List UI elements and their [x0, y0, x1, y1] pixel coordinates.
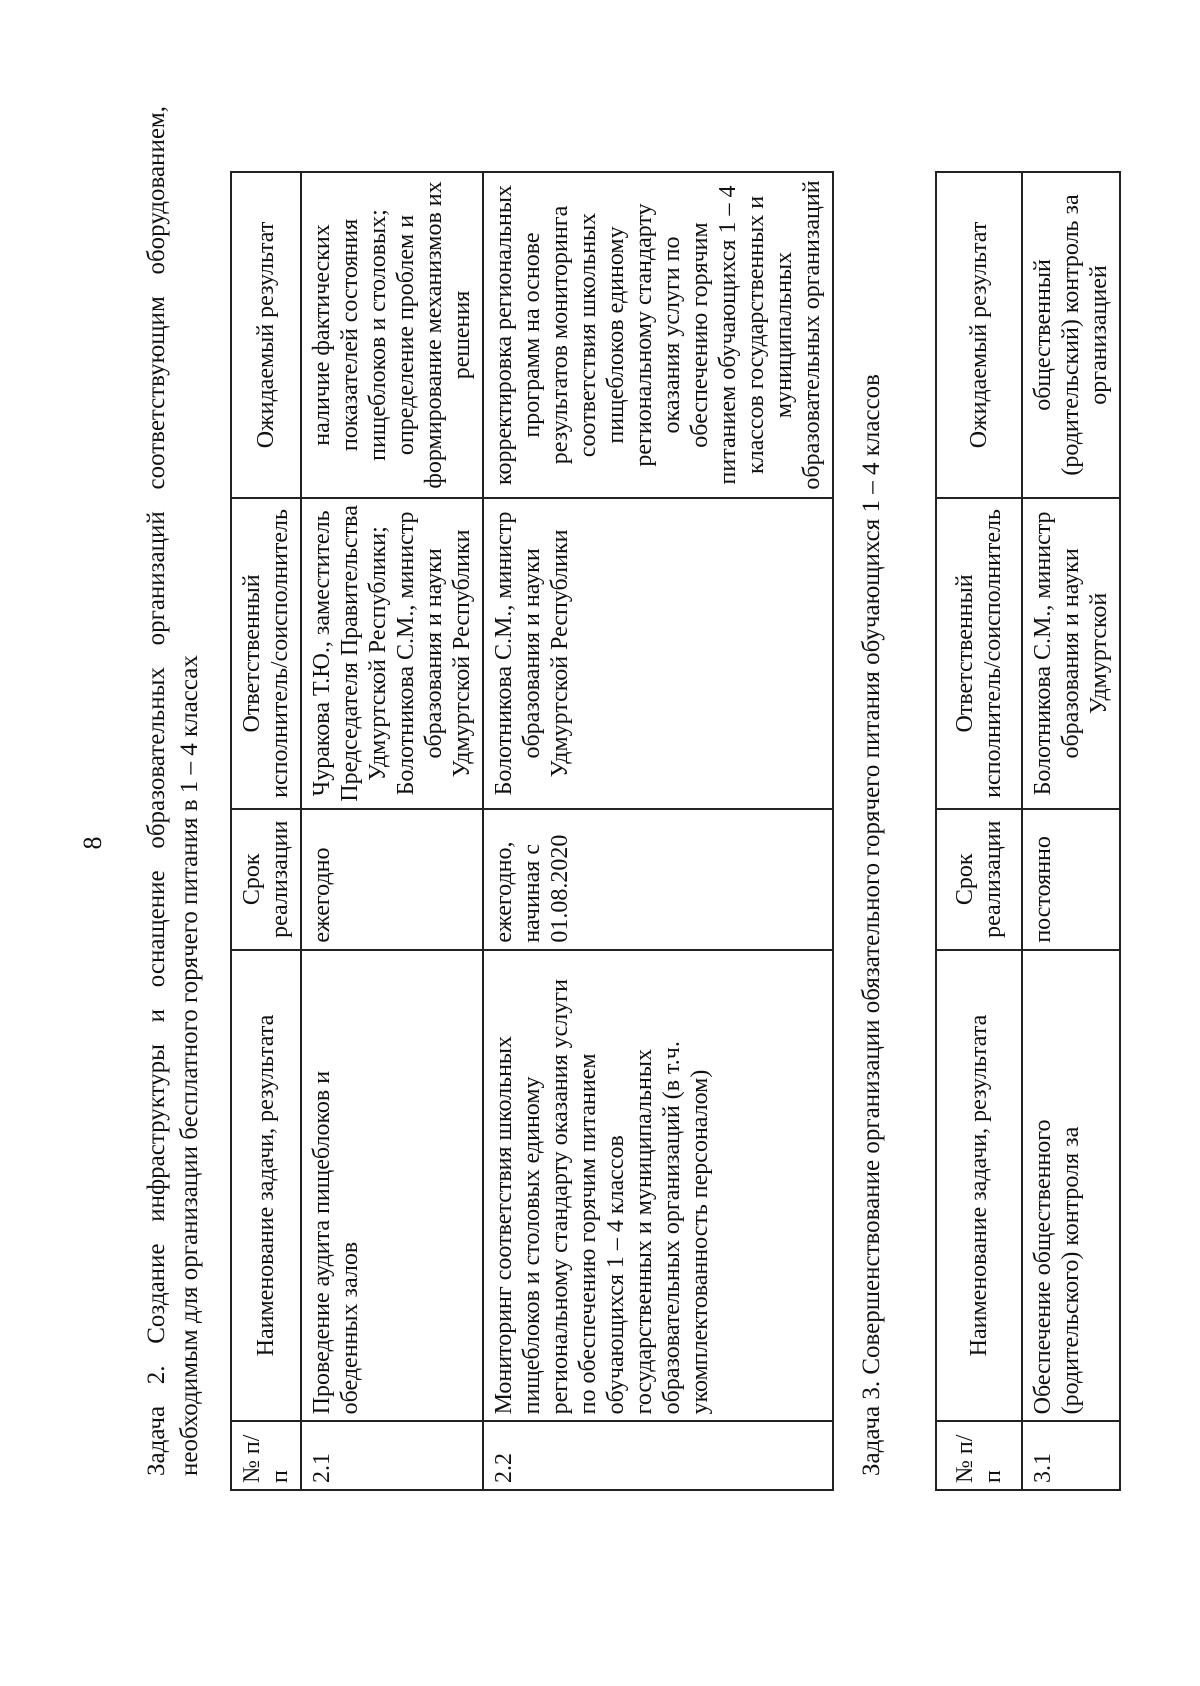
page-number: 8 [78, 836, 107, 850]
row-num: 2.2 [483, 1421, 833, 1490]
row-deadline: ежегодно, начиная с 01.08.2020 [483, 809, 833, 950]
header-result: Ожидаемый результат [936, 172, 1022, 498]
row-name: Обеспечение общественного (родительского) контроля за [1022, 950, 1120, 1422]
row-num: 2.1 [301, 1421, 483, 1490]
row-result: общественный (родительский) контроль за организацией [1022, 172, 1120, 498]
row-responsible: Болотникова С.М., министр образования и науки Удмуртской Республики [483, 498, 833, 809]
table-row [301, 172, 483, 1490]
table-row [1022, 172, 1120, 1490]
task2-heading: Задача 2. Создание инфраструктуры и оснащение образовательных организаций соответствующим оборудованием, необходимым для организации бесплатного горячего питания в 1 – 4 классах [143, 106, 203, 1476]
header-num: № п/п [936, 1421, 1022, 1490]
row-deadline: ежегодно [301, 809, 483, 950]
table-header-row [231, 172, 301, 1490]
row-responsible: Болотникова С.М., министр образования и науки Удмуртской [1022, 498, 1120, 809]
header-result: Ожидаемый результат [231, 172, 301, 498]
row-result: наличие фактических показателей состояния пищеблоков и столовых; определение проблем и формирование механизмов их решения [301, 172, 483, 498]
task3-table [935, 171, 1121, 1491]
task2-table [230, 171, 834, 1491]
header-responsible: Ответственный исполнитель/соисполнитель [231, 498, 301, 809]
table-row [483, 172, 833, 1490]
row-num: 3.1 [1022, 1421, 1120, 1490]
row-deadline: постоянно [1022, 809, 1120, 950]
header-responsible: Ответственный исполнитель/соисполнитель [936, 498, 1022, 809]
header-deadline: Срок реализации [936, 809, 1022, 950]
task3-heading: Задача 3. Совершенствование организации обязательного горячего питания обучающихся 1 – 4 классов [858, 374, 885, 1476]
header-name: Наименование задачи, результата [231, 950, 301, 1422]
row-result: корректировка региональных программ на основе результатов мониторинга соответствия школьных пищеблоков единому региональному стандарту оказания услуги по обеспечению горячим питанием обучающихся 1 – 4 классов государственных и муниципальных образовательных организаций [483, 172, 833, 498]
header-deadline: Срок реализации [231, 809, 301, 950]
header-num: № п/п [231, 1421, 301, 1490]
row-name: Проведение аудита пищеблоков и обеденных залов [301, 950, 483, 1422]
table-header-row [936, 172, 1022, 1490]
header-name: Наименование задачи, результата [936, 950, 1022, 1422]
row-responsible: Чуракова Т.Ю., заместитель Председателя Правительства Удмуртской Республики; Болотникова С.М., министр образования и науки Удмуртской Республики [301, 498, 483, 809]
row-name: Мониторинг соответствия школьных пищеблоков и столовых единому региональному стандарту оказания услуги по обеспечению горячим питанием обучающихся 1 – 4 классов государственных и муниципальных образовательных организаций (в т.ч. укомплектованность персоналом) [483, 950, 833, 1422]
